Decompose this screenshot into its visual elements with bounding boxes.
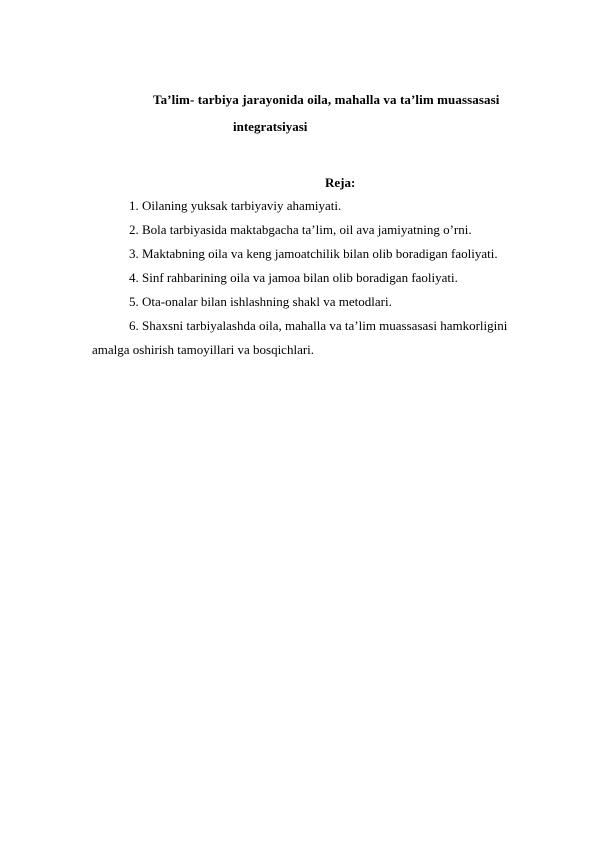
plan-item-6-continuation: amalga oshirish tamoyillari va bosqichlari. [92, 342, 315, 357]
document-title-line1: Ta’lim- tarbiya jarayonida oila, mahalla va ta’lim muassasasi [153, 92, 500, 107]
plan-item-3: 3. Maktabning oila va keng jamoatchilik bilan olib boradigan faoliyati. [129, 246, 498, 261]
plan-item-4: 4. Sinf rahbarining oila va jamoa bilan olib boradigan faoliyati. [129, 270, 458, 285]
plan-item-2: 2. Bola tarbiyasida maktabgacha ta’lim, oil ava jamiyatning o’rni. [129, 222, 472, 237]
plan-item-1: 1. Oilaning yuksak tarbiyaviy ahamiyati. [129, 198, 342, 213]
plan-heading: Reja: [325, 175, 356, 190]
document-title-line2: integratsiyasi [233, 119, 308, 134]
plan-item-5: 5. Ota-onalar bilan ishlashning shakl va metodlari. [129, 294, 392, 309]
plan-item-6: 6. Shaxsni tarbiyalashda oila, mahalla va ta’lim muassasasi hamkorligini [129, 318, 508, 333]
